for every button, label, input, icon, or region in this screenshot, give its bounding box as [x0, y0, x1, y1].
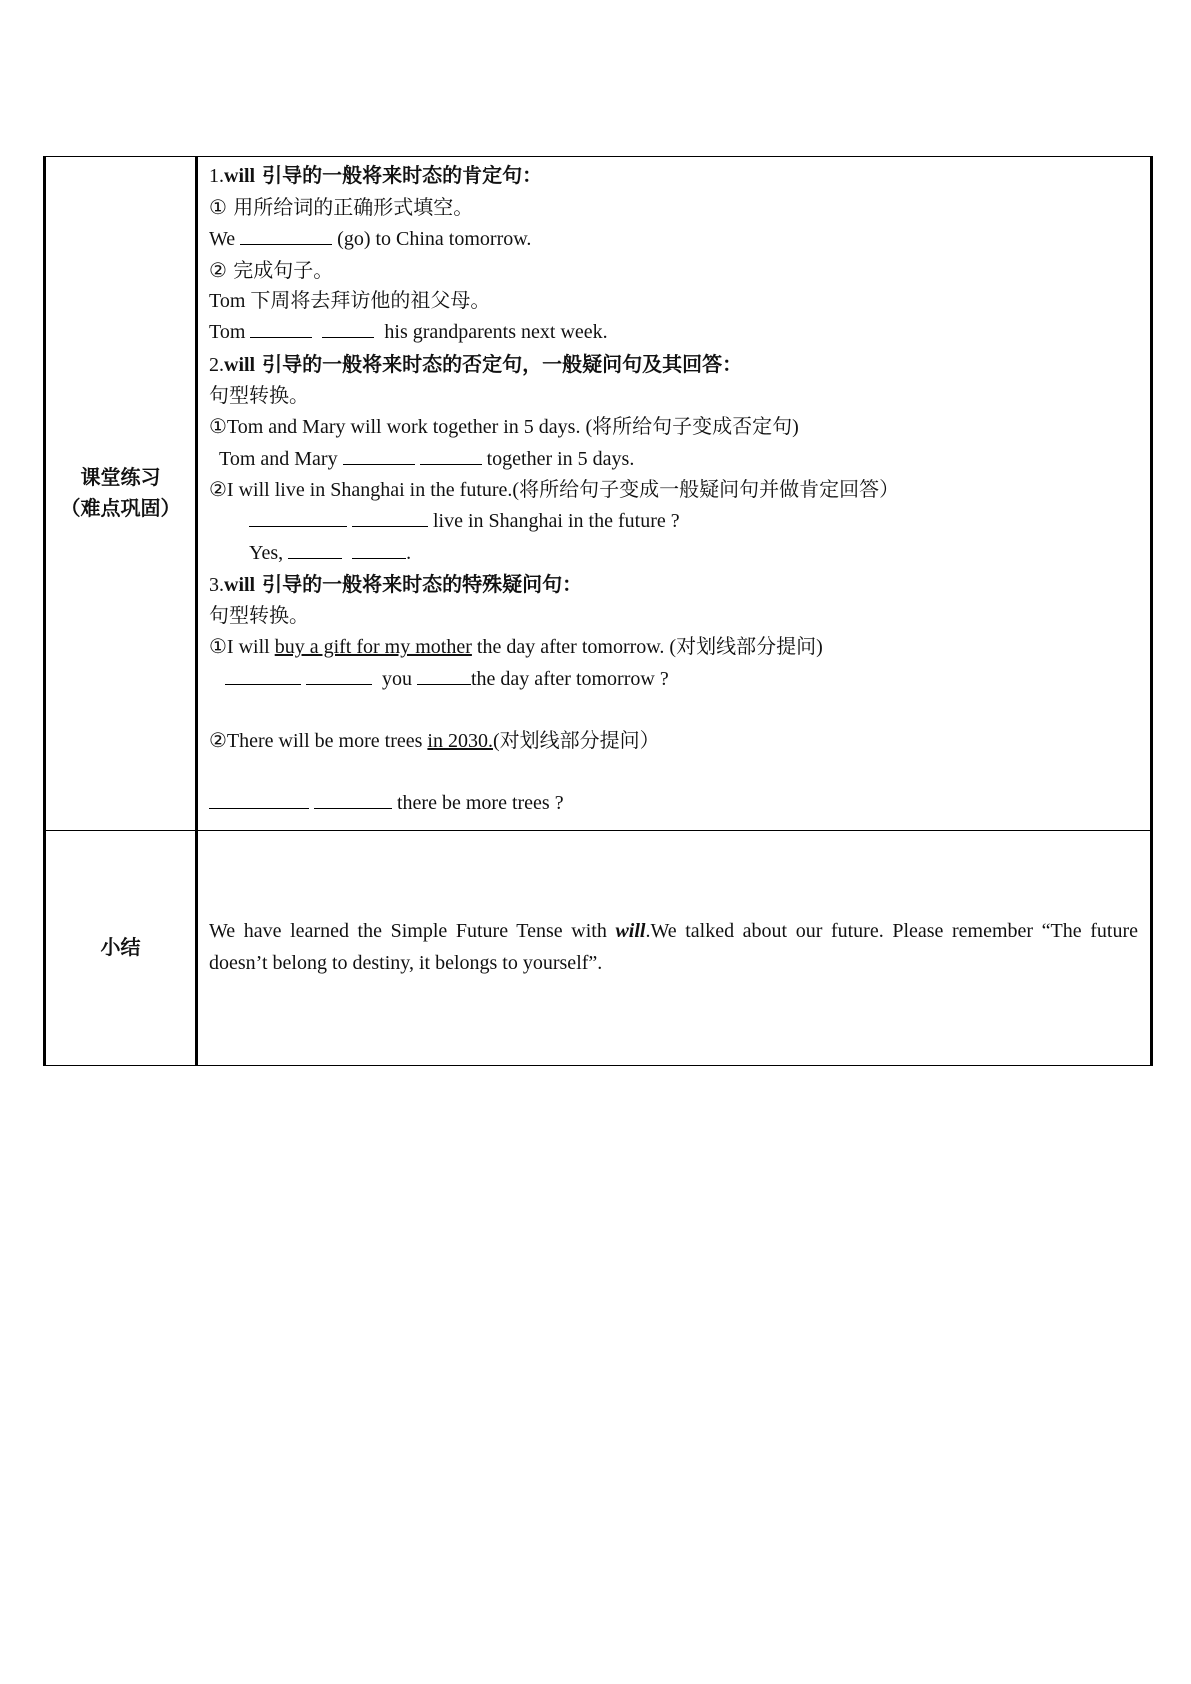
- spacer: [209, 757, 1140, 788]
- answer-blank[interactable]: [288, 540, 342, 559]
- section1-q1-instruction: ① 用所给词的正确形式填空。: [209, 195, 474, 220]
- practice-row: [45, 157, 1152, 831]
- answer-blank[interactable]: [209, 790, 309, 809]
- section1-q2-instruction: ② 完成句子。: [209, 257, 334, 282]
- summary-text: We have learned the Simple Future Tense with will.We talked about our future. Please remember “The future doesn’t belong to destiny, it belongs to yourself”.: [209, 920, 1138, 974]
- answer-blank[interactable]: [225, 666, 301, 685]
- lesson-table: [43, 156, 1153, 1066]
- summary-label: 小结: [100, 935, 141, 960]
- section2-instruction: 句型转换。: [209, 385, 309, 408]
- answer-blank[interactable]: [352, 508, 428, 527]
- section1-q2: Tom his grandparents next week.: [209, 321, 608, 344]
- answer-blank[interactable]: [420, 446, 482, 465]
- section3-q2: ②There will be more trees in 2030.(对划线部分提问）: [209, 730, 660, 753]
- answer-blank[interactable]: [343, 446, 415, 465]
- summary-label-cell: [45, 830, 197, 1065]
- answer-blank[interactable]: [249, 508, 347, 527]
- answer-blank[interactable]: [306, 666, 372, 685]
- practice-label-line1: 课堂练习: [80, 465, 161, 490]
- section2-q1-answer: Tom and Mary together in 5 days.: [219, 447, 635, 470]
- answer-blank[interactable]: [352, 540, 406, 559]
- summary-content-cell: [197, 830, 1152, 1065]
- answer-blank[interactable]: [322, 319, 374, 338]
- section3-heading: 3.will 引导的一般将来时态的特殊疑问句：: [209, 571, 583, 596]
- practice-label-cell: [45, 157, 197, 831]
- section3-q2-answer: there be more trees ?: [209, 788, 1140, 819]
- practice-content-cell: [197, 157, 1152, 831]
- answer-blank[interactable]: [417, 666, 471, 685]
- section2-q2-reply: Yes, .: [249, 541, 412, 564]
- spacer: [209, 695, 1140, 726]
- section3-q1-answer: you the day after tomorrow ?: [209, 664, 1140, 695]
- section1-heading: 1.will 引导的一般将来时态的肯定句：: [209, 163, 543, 187]
- underlined-phrase: in 2030.: [427, 730, 493, 753]
- practice-label-line2: （难点巩固）: [60, 496, 181, 521]
- summary-row: [45, 830, 1152, 1065]
- section2-q2: ②I will live in Shanghai in the future.(将所给句子变成一般疑问句并做肯定回答）: [209, 478, 900, 501]
- section1-q2-chinese: Tom 下周将去拜访他的祖父母。: [209, 290, 491, 313]
- section3-q1: ①I will buy a gift for my mother the day after tomorrow. (对划线部分提问): [209, 636, 823, 659]
- section2-q2-answer: live in Shanghai in the future ?: [209, 506, 1140, 537]
- underlined-phrase: buy a gift for my mother: [274, 636, 472, 659]
- section1-q1: We (go) to China tomorrow.: [209, 227, 532, 250]
- answer-blank[interactable]: [314, 790, 392, 809]
- section2-heading: 2.will 引导的一般将来时态的否定句，一般疑问句及其回答：: [209, 351, 743, 376]
- answer-blank[interactable]: [240, 226, 332, 245]
- section2-q1: ①Tom and Mary will work together in 5 days. (将所给句子变成否定句): [209, 416, 799, 439]
- section3-instruction: 句型转换。: [209, 605, 309, 628]
- answer-blank[interactable]: [250, 319, 312, 338]
